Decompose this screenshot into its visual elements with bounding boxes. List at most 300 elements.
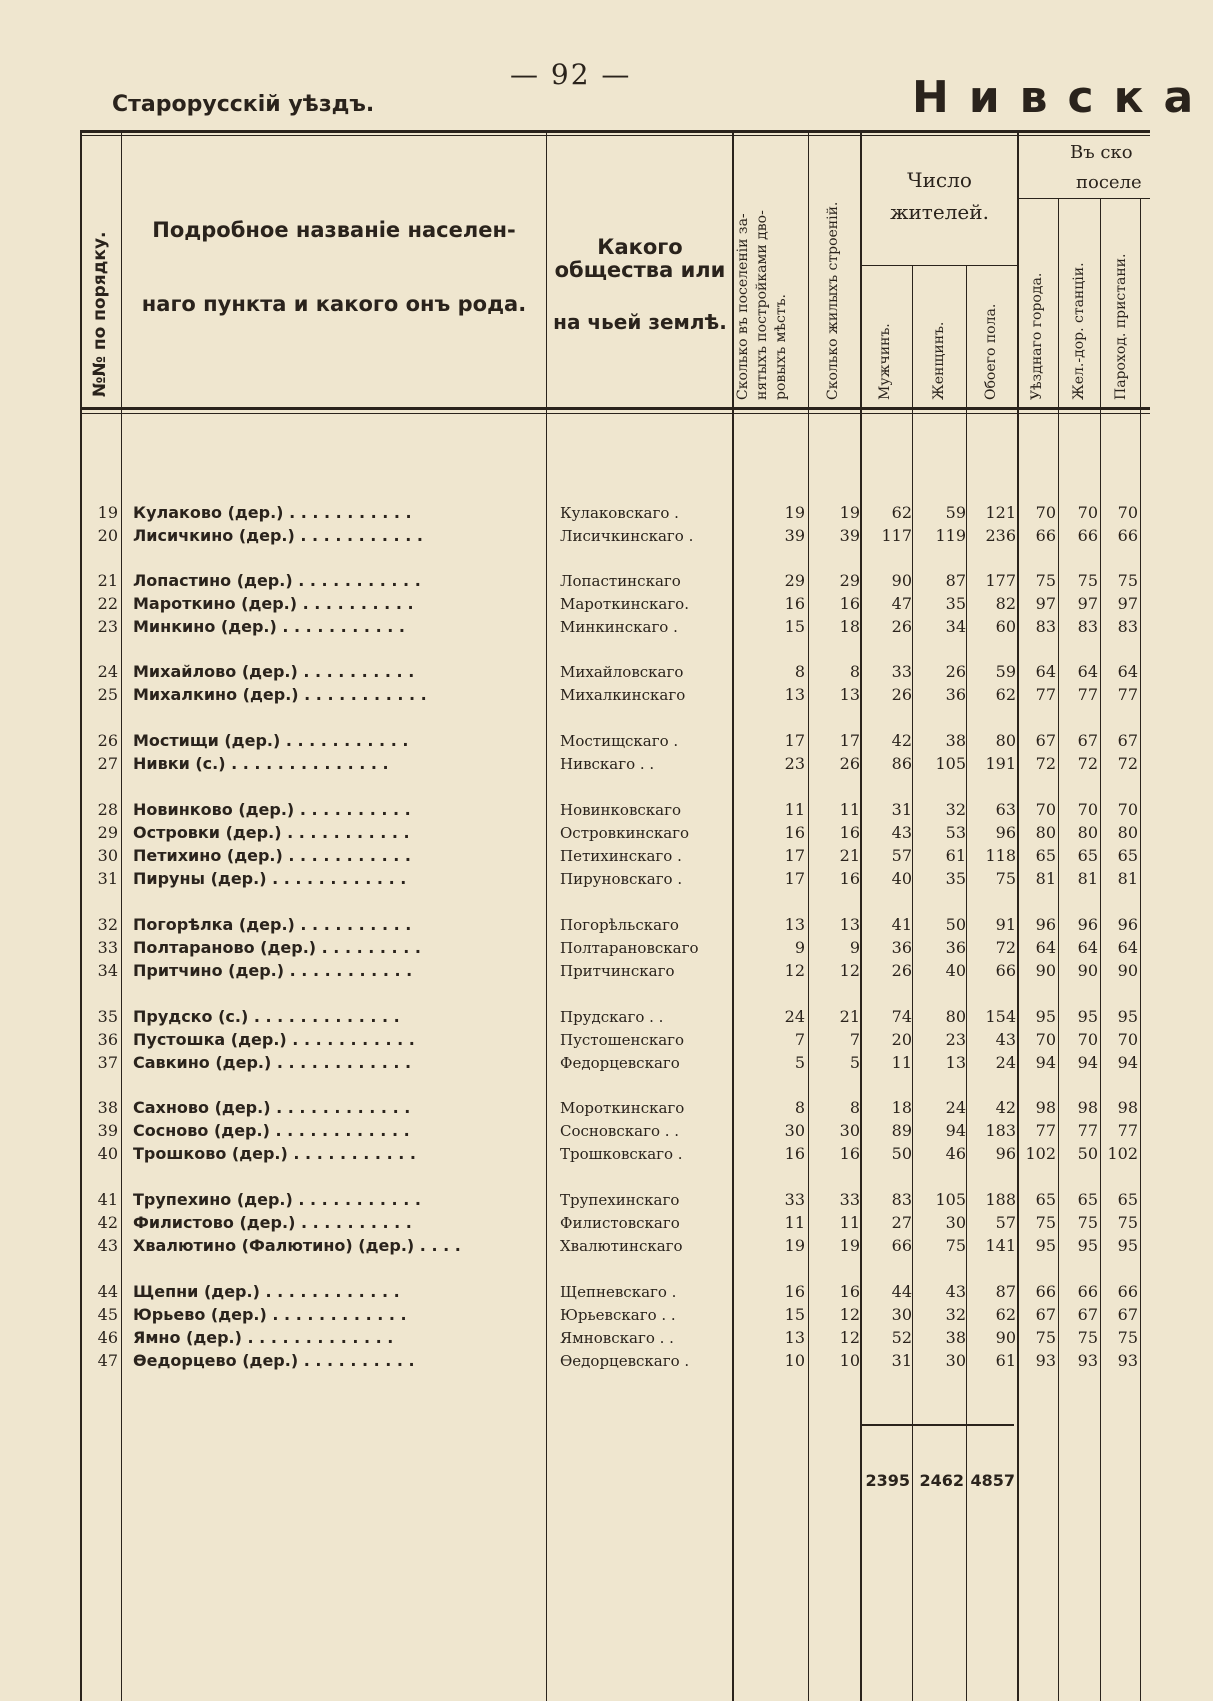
society-name: Ѳедорцевскаго .	[560, 1352, 690, 1370]
place-name: Сосново (дер.) . . . . . . . . . . . .	[133, 1121, 410, 1140]
occupied-places: 12	[784, 961, 805, 980]
society-name: Филистовскаго	[560, 1214, 680, 1232]
occupied-places: 23	[784, 754, 805, 773]
residential-buildings: 18	[839, 617, 860, 636]
residents-subheader-line	[860, 265, 1017, 266]
place-name: Филистово (дер.) . . . . . . . . . .	[133, 1213, 412, 1232]
place-name: Лисичкино (дер.) . . . . . . . . . . .	[133, 526, 423, 545]
distance-railway: 70	[1077, 1030, 1098, 1049]
men-count: 50	[891, 1144, 912, 1163]
row-number: 39	[97, 1121, 118, 1140]
occupied-places: 30	[784, 1121, 805, 1140]
row-number: 36	[97, 1030, 118, 1049]
header-distance-line2: поселе	[1076, 172, 1142, 193]
men-count: 40	[891, 869, 912, 888]
women-count: 30	[945, 1351, 966, 1370]
header-row-number: №№ по порядку.	[90, 231, 110, 397]
distance-railway: 95	[1077, 1007, 1098, 1026]
distance-railway: 75	[1077, 571, 1098, 590]
distance-city: 70	[1035, 1030, 1056, 1049]
header-men: Мужчинъ.	[877, 323, 893, 400]
place-name: Юрьево (дер.) . . . . . . . . . . . .	[133, 1305, 407, 1324]
distance-pier: 70	[1117, 503, 1138, 522]
men-count: 31	[891, 800, 912, 819]
total-count: 62	[995, 685, 1016, 704]
occupied-places: 16	[784, 594, 805, 613]
residential-buildings: 30	[839, 1121, 860, 1140]
header-bottom-rule-thin	[80, 413, 1150, 414]
distance-pier: 75	[1117, 1213, 1138, 1232]
women-count: 46	[945, 1144, 966, 1163]
header-society-line2: общества или	[554, 258, 726, 282]
header-name-line2: наго пункта и какого онъ рода.	[141, 292, 527, 316]
distance-city: 65	[1035, 846, 1056, 865]
total-count: 63	[995, 800, 1016, 819]
occupied-places: 5	[794, 1053, 805, 1072]
women-count: 13	[945, 1053, 966, 1072]
men-count: 43	[891, 823, 912, 842]
men-count: 117	[881, 526, 912, 545]
women-count: 59	[945, 503, 966, 522]
society-name: Юрьевскаго . .	[560, 1306, 676, 1324]
women-count: 43	[945, 1282, 966, 1301]
total-women: 2462	[919, 1471, 964, 1490]
total-men: 2395	[865, 1471, 910, 1490]
distance-railway: 50	[1077, 1144, 1098, 1163]
men-count: 30	[891, 1305, 912, 1324]
residential-buildings: 9	[849, 938, 860, 957]
distance-railway: 90	[1077, 961, 1098, 980]
total-count: 43	[995, 1030, 1016, 1049]
occupied-places: 8	[794, 1098, 805, 1117]
total-count: 183	[985, 1121, 1016, 1140]
header-residents-line1: Число	[907, 168, 972, 192]
occupied-places: 13	[784, 1328, 805, 1347]
occupied-places: 16	[784, 823, 805, 842]
col-divider-pier	[1140, 198, 1141, 1701]
women-count: 119	[935, 526, 966, 545]
distance-railway: 80	[1077, 823, 1098, 842]
distance-city: 81	[1035, 869, 1056, 888]
women-count: 87	[945, 571, 966, 590]
men-count: 57	[891, 846, 912, 865]
distance-railway: 96	[1077, 915, 1098, 934]
distance-railway: 72	[1077, 754, 1098, 773]
residential-buildings: 12	[839, 1305, 860, 1324]
residential-buildings: 11	[839, 1213, 860, 1232]
row-number: 20	[97, 526, 118, 545]
residential-buildings: 8	[849, 662, 860, 681]
total-count: 188	[985, 1190, 1016, 1209]
occupied-places: 13	[784, 685, 805, 704]
residential-buildings: 16	[839, 823, 860, 842]
residential-buildings: 11	[839, 800, 860, 819]
place-name: Минкино (дер.) . . . . . . . . . . .	[133, 617, 405, 636]
distance-railway: 66	[1077, 1282, 1098, 1301]
distance-pier: 65	[1117, 846, 1138, 865]
men-count: 41	[891, 915, 912, 934]
distance-pier: 70	[1117, 1030, 1138, 1049]
women-count: 75	[945, 1236, 966, 1255]
men-count: 74	[891, 1007, 912, 1026]
row-number: 25	[97, 685, 118, 704]
residential-buildings: 16	[839, 594, 860, 613]
row-number: 35	[97, 1007, 118, 1026]
society-name: Нивскаго . .	[560, 755, 655, 773]
residential-buildings: 16	[839, 1144, 860, 1163]
distance-railway: 95	[1077, 1236, 1098, 1255]
distance-pier: 94	[1117, 1053, 1138, 1072]
place-name: Щепни (дер.) . . . . . . . . . . . .	[133, 1282, 400, 1301]
residential-buildings: 21	[839, 1007, 860, 1026]
row-number: 38	[97, 1098, 118, 1117]
society-name: Кулаковскаго .	[560, 504, 679, 522]
distance-city: 83	[1035, 617, 1056, 636]
total-count: 121	[985, 503, 1016, 522]
society-name: Мороткинскаго	[560, 1099, 685, 1117]
distance-city: 94	[1035, 1053, 1056, 1072]
header-name-line1: Подробное названіе населен-	[152, 218, 516, 242]
men-count: 18	[891, 1098, 912, 1117]
society-name: Сосновскаго . .	[560, 1122, 680, 1140]
distance-railway: 81	[1077, 869, 1098, 888]
row-number: 22	[97, 594, 118, 613]
row-number: 23	[97, 617, 118, 636]
residential-buildings: 12	[839, 1328, 860, 1347]
total-count: 141	[985, 1236, 1016, 1255]
distance-pier: 102	[1107, 1144, 1138, 1163]
residential-buildings: 13	[839, 915, 860, 934]
society-name: Федорцевскаго	[560, 1054, 680, 1072]
men-count: 26	[891, 685, 912, 704]
men-count: 52	[891, 1328, 912, 1347]
distance-city: 90	[1035, 961, 1056, 980]
total-count: 57	[995, 1213, 1016, 1232]
distance-railway: 64	[1077, 662, 1098, 681]
distance-railway: 65	[1077, 846, 1098, 865]
women-count: 40	[945, 961, 966, 980]
men-count: 31	[891, 1351, 912, 1370]
women-count: 36	[945, 685, 966, 704]
distance-city: 70	[1035, 503, 1056, 522]
women-count: 38	[945, 1328, 966, 1347]
row-number: 31	[97, 869, 118, 888]
header-both: Обоего пола.	[983, 303, 999, 400]
women-count: 80	[945, 1007, 966, 1026]
men-count: 27	[891, 1213, 912, 1232]
distance-city: 67	[1035, 731, 1056, 750]
residential-buildings: 13	[839, 685, 860, 704]
society-name: Петихинскаго .	[560, 847, 682, 865]
women-count: 94	[945, 1121, 966, 1140]
row-number: 41	[97, 1190, 118, 1209]
society-name: Лисичкинскаго .	[560, 527, 694, 545]
occupied-places: 15	[784, 617, 805, 636]
occupied-places: 17	[784, 869, 805, 888]
total-count: 90	[995, 1328, 1016, 1347]
women-count: 50	[945, 915, 966, 934]
distance-city: 64	[1035, 662, 1056, 681]
distance-pier: 77	[1117, 1121, 1138, 1140]
distance-subheader-line	[1017, 198, 1150, 199]
occupied-places: 9	[794, 938, 805, 957]
distance-pier: 75	[1117, 1328, 1138, 1347]
women-count: 32	[945, 800, 966, 819]
header-distance-line1: Въ ско	[1070, 142, 1133, 163]
place-name: Нивки (с.) . . . . . . . . . . . . . .	[133, 754, 389, 773]
total-count: 61	[995, 1351, 1016, 1370]
men-count: 20	[891, 1030, 912, 1049]
top-rule-thin	[80, 135, 1150, 136]
society-name: Островкинскаго	[560, 824, 690, 842]
men-count: 26	[891, 617, 912, 636]
distance-pier: 81	[1117, 869, 1138, 888]
men-count: 86	[891, 754, 912, 773]
society-name: Пируновскаго .	[560, 870, 683, 888]
residential-buildings: 19	[839, 503, 860, 522]
row-number: 37	[97, 1053, 118, 1072]
occupied-places: 8	[794, 662, 805, 681]
distance-railway: 66	[1077, 526, 1098, 545]
occupied-places: 11	[784, 800, 805, 819]
total-count: 42	[995, 1098, 1016, 1117]
total-count: 236	[985, 526, 1016, 545]
distance-pier: 66	[1117, 526, 1138, 545]
total-count: 59	[995, 662, 1016, 681]
distance-railway: 65	[1077, 1190, 1098, 1209]
residential-buildings: 16	[839, 1282, 860, 1301]
distance-railway: 70	[1077, 503, 1098, 522]
women-count: 32	[945, 1305, 966, 1324]
occupied-places: 16	[784, 1282, 805, 1301]
place-name: Савкино (дер.) . . . . . . . . . . . .	[133, 1053, 412, 1072]
society-name: Притчинскаго	[560, 962, 675, 980]
occupied-places: 19	[784, 1236, 805, 1255]
distance-pier: 75	[1117, 571, 1138, 590]
society-name: Щепневскаго .	[560, 1283, 677, 1301]
women-count: 34	[945, 617, 966, 636]
total-count: 191	[985, 754, 1016, 773]
women-count: 26	[945, 662, 966, 681]
row-number: 43	[97, 1236, 118, 1255]
women-count: 61	[945, 846, 966, 865]
occupied-places: 11	[784, 1213, 805, 1232]
row-number: 44	[97, 1282, 118, 1301]
place-name: Притчино (дер.) . . . . . . . . . . .	[133, 961, 413, 980]
distance-pier: 70	[1117, 800, 1138, 819]
occupied-places: 19	[784, 503, 805, 522]
distance-city: 95	[1035, 1007, 1056, 1026]
residential-buildings: 21	[839, 846, 860, 865]
residential-buildings: 10	[839, 1351, 860, 1370]
place-name: Полтараново (дер.) . . . . . . . . .	[133, 938, 421, 957]
distance-city: 65	[1035, 1190, 1056, 1209]
place-name: Кулаково (дер.) . . . . . . . . . . .	[133, 503, 412, 522]
row-number: 30	[97, 846, 118, 865]
distance-city: 77	[1035, 685, 1056, 704]
men-count: 42	[891, 731, 912, 750]
total-count: 72	[995, 938, 1016, 957]
women-count: 23	[945, 1030, 966, 1049]
society-name: Мостищскаго .	[560, 732, 679, 750]
header-residents-line2: жителей.	[890, 200, 989, 224]
men-count: 44	[891, 1282, 912, 1301]
top-rule	[80, 130, 1150, 133]
header-society-line1: Какого	[597, 235, 683, 259]
men-count: 83	[891, 1190, 912, 1209]
men-count: 66	[891, 1236, 912, 1255]
men-count: 89	[891, 1121, 912, 1140]
header-places-line2: нятыхъ постройками дво-	[754, 210, 770, 400]
distance-city: 66	[1035, 526, 1056, 545]
society-name: Михалкинскаго	[560, 686, 686, 704]
place-name: Михалкино (дер.) . . . . . . . . . . .	[133, 685, 427, 704]
row-number: 45	[97, 1305, 118, 1324]
women-count: 35	[945, 594, 966, 613]
totals-rule	[862, 1424, 1014, 1426]
distance-city: 95	[1035, 1236, 1056, 1255]
header-places-line1: Сколько въ поселеніи за-	[735, 213, 751, 400]
occupied-places: 16	[784, 1144, 805, 1163]
distance-pier: 80	[1117, 823, 1138, 842]
women-count: 53	[945, 823, 966, 842]
distance-pier: 96	[1117, 915, 1138, 934]
row-number: 40	[97, 1144, 118, 1163]
society-name: Минкинскаго .	[560, 618, 678, 636]
residential-buildings: 16	[839, 869, 860, 888]
women-count: 38	[945, 731, 966, 750]
distance-pier: 83	[1117, 617, 1138, 636]
total-count: 154	[985, 1007, 1016, 1026]
distance-pier: 67	[1117, 1305, 1138, 1324]
total-count: 80	[995, 731, 1016, 750]
distance-pier: 77	[1117, 685, 1138, 704]
residential-buildings: 12	[839, 961, 860, 980]
distance-pier: 93	[1117, 1351, 1138, 1370]
row-number: 28	[97, 800, 118, 819]
distance-railway: 98	[1077, 1098, 1098, 1117]
total-count: 118	[985, 846, 1016, 865]
total-count: 96	[995, 823, 1016, 842]
col-divider-name	[546, 130, 547, 1701]
total-count: 62	[995, 1305, 1016, 1324]
distance-railway: 83	[1077, 617, 1098, 636]
residential-buildings: 5	[849, 1053, 860, 1072]
society-name: Трупехинскаго	[560, 1191, 680, 1209]
occupied-places: 17	[784, 731, 805, 750]
occupied-places: 10	[784, 1351, 805, 1370]
total-count: 91	[995, 915, 1016, 934]
place-name: Погорѣлка (дер.) . . . . . . . . . .	[133, 915, 412, 934]
society-name: Мароткинскаго.	[560, 595, 689, 613]
distance-pier: 65	[1117, 1190, 1138, 1209]
society-name: Хвалютинскаго	[560, 1237, 683, 1255]
residential-buildings: 17	[839, 731, 860, 750]
total-count: 96	[995, 1144, 1016, 1163]
women-count: 35	[945, 869, 966, 888]
place-name: Пируны (дер.) . . . . . . . . . . . .	[133, 869, 407, 888]
occupied-places: 33	[784, 1190, 805, 1209]
row-number: 27	[97, 754, 118, 773]
distance-railway: 77	[1077, 1121, 1098, 1140]
place-name: Трошково (дер.) . . . . . . . . . . .	[133, 1144, 416, 1163]
residential-buildings: 29	[839, 571, 860, 590]
place-name: Пустошка (дер.) . . . . . . . . . . .	[133, 1030, 415, 1049]
men-count: 90	[891, 571, 912, 590]
women-count: 105	[935, 754, 966, 773]
society-name: Полтарановскаго	[560, 939, 699, 957]
occupied-places: 24	[784, 1007, 805, 1026]
row-number: 46	[97, 1328, 118, 1347]
total-both: 4857	[970, 1471, 1015, 1490]
distance-pier: 64	[1117, 662, 1138, 681]
table-left-border	[80, 130, 82, 1701]
place-name: Петихино (дер.) . . . . . . . . . . .	[133, 846, 411, 865]
distance-railway: 75	[1077, 1328, 1098, 1347]
distance-pier: 98	[1117, 1098, 1138, 1117]
header-pier: Пароход. пристани.	[1113, 253, 1129, 400]
total-count: 87	[995, 1282, 1016, 1301]
total-count: 60	[995, 617, 1016, 636]
society-name: Новинковскаго	[560, 801, 682, 819]
society-name: Ямновскаго . .	[560, 1329, 674, 1347]
row-number: 42	[97, 1213, 118, 1232]
distance-city: 75	[1035, 571, 1056, 590]
occupied-places: 29	[784, 571, 805, 590]
distance-railway: 70	[1077, 800, 1098, 819]
header-city: Уѣзднаго города.	[1029, 272, 1045, 400]
distance-pier: 97	[1117, 594, 1138, 613]
distance-railway: 64	[1077, 938, 1098, 957]
distance-city: 66	[1035, 1282, 1056, 1301]
occupied-places: 39	[784, 526, 805, 545]
distance-city: 97	[1035, 594, 1056, 613]
women-count: 105	[935, 1190, 966, 1209]
place-name: Трупехино (дер.) . . . . . . . . . . .	[133, 1190, 421, 1209]
residential-buildings: 39	[839, 526, 860, 545]
occupied-places: 17	[784, 846, 805, 865]
society-name: Погорѣльскаго	[560, 916, 679, 934]
distance-pier: 90	[1117, 961, 1138, 980]
row-number: 33	[97, 938, 118, 957]
row-number: 47	[97, 1351, 118, 1370]
place-name: Лопастино (дер.) . . . . . . . . . . .	[133, 571, 421, 590]
row-number: 29	[97, 823, 118, 842]
society-name: Прудскаго . .	[560, 1008, 664, 1026]
women-count: 36	[945, 938, 966, 957]
occupied-places: 7	[794, 1030, 805, 1049]
distance-pier: 95	[1117, 1007, 1138, 1026]
place-name: Мостищи (дер.) . . . . . . . . . . .	[133, 731, 409, 750]
place-name: Михайлово (дер.) . . . . . . . . . .	[133, 662, 415, 681]
row-number: 26	[97, 731, 118, 750]
col-divider-rail	[1100, 198, 1101, 1701]
distance-railway: 77	[1077, 685, 1098, 704]
col-divider-men	[912, 265, 913, 1701]
occupied-places: 15	[784, 1305, 805, 1324]
header-places-line3: ровыхъ мѣстъ.	[773, 294, 789, 400]
distance-city: 70	[1035, 800, 1056, 819]
page-number: — 92 —	[510, 58, 632, 91]
col-divider-no	[121, 130, 122, 1701]
distance-railway: 67	[1077, 731, 1098, 750]
row-number: 34	[97, 961, 118, 980]
distance-pier: 72	[1117, 754, 1138, 773]
distance-city: 77	[1035, 1121, 1056, 1140]
occupied-places: 13	[784, 915, 805, 934]
col-divider-city	[1058, 198, 1059, 1701]
place-name: Сахново (дер.) . . . . . . . . . . . .	[133, 1098, 411, 1117]
